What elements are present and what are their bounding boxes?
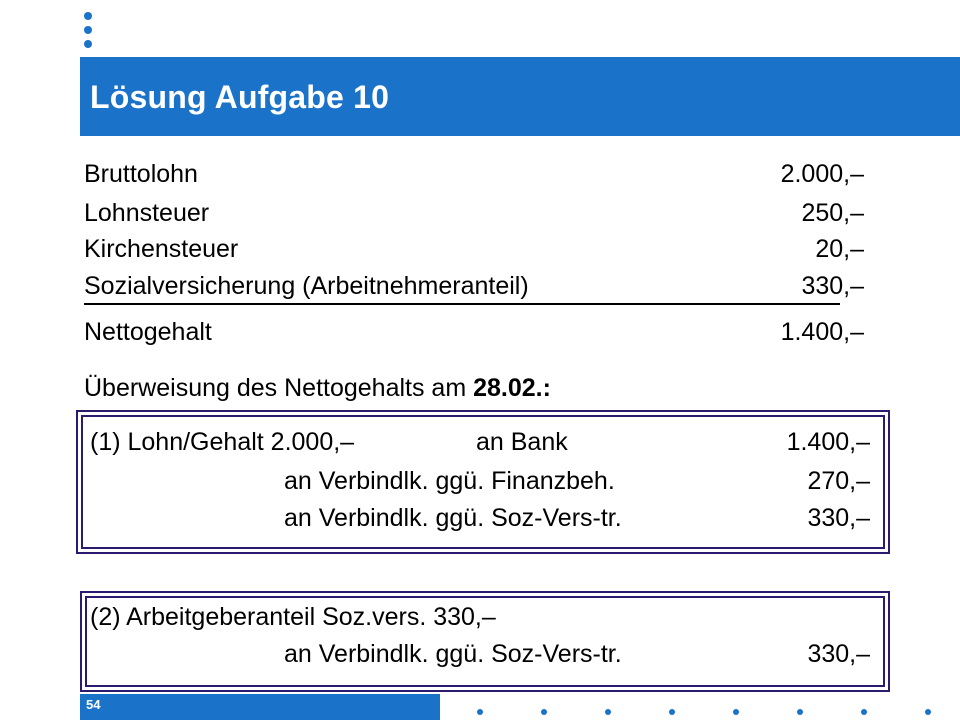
- page-title: Lösung Aufgabe 10: [90, 79, 390, 115]
- footer-dot: [861, 709, 867, 715]
- decor-dot: [84, 40, 92, 48]
- calc-row-lohnsteuer: [84, 199, 864, 233]
- booking2-line1: (2) Arbeitgeberanteil Soz.vers. 330,–: [90, 603, 496, 631]
- transfer-text: Überweisung des Nettogehalts am: [84, 374, 474, 402]
- footer-dot: [733, 709, 739, 715]
- sum-underline: [84, 303, 840, 305]
- footer-dot: [605, 709, 611, 715]
- booking-box-1: [76, 410, 890, 554]
- calc-row-label: Sozialversicherung (Arbeitnehmeranteil): [84, 272, 529, 300]
- booking1-line2: an Verbindlk. ggü. Finanzbeh.: [284, 467, 615, 495]
- booking2-line2: an Verbindlk. ggü. Soz-Vers-tr.: [284, 640, 622, 668]
- footer-dot: [669, 709, 675, 715]
- calc-row-bruttolohn: [84, 160, 864, 194]
- calc-row-nettogehalt: [84, 318, 864, 352]
- calc-row-label: Nettogehalt: [84, 318, 212, 346]
- calc-row-amount: 250,–: [801, 199, 864, 227]
- calc-row-amount: 1.400,–: [780, 318, 864, 346]
- footer-dot: [477, 709, 483, 715]
- page-number: 54: [86, 697, 101, 712]
- booking1-line2-amount: 270,–: [807, 467, 870, 495]
- footer-bar: [80, 694, 440, 720]
- calc-row-sozialversicherung: [84, 272, 864, 306]
- calc-row-kirchensteuer: [84, 235, 864, 269]
- booking1-line3: an Verbindlk. ggü. Soz-Vers-tr.: [284, 504, 622, 532]
- decor-dot: [84, 26, 92, 34]
- booking-box-2: [80, 591, 890, 692]
- transfer-date: 28.02.:: [473, 374, 551, 402]
- calc-row-label: Bruttolohn: [84, 160, 198, 188]
- calc-row-label: Kirchensteuer: [84, 235, 239, 263]
- footer-dot: [797, 709, 803, 715]
- footer-dot: [925, 709, 931, 715]
- booking1-line1-credit: an Bank: [476, 428, 568, 456]
- footer-dot: [541, 709, 547, 715]
- calc-row-label: Lohnsteuer: [84, 199, 210, 227]
- calc-row-amount: 330,–: [801, 272, 864, 300]
- booking2-line2-amount: 330,–: [807, 640, 870, 668]
- calc-row-amount: 2.000,–: [780, 160, 864, 188]
- title-bar: [80, 57, 960, 136]
- transfer-heading: [84, 374, 551, 403]
- calc-row-amount: 20,–: [815, 235, 864, 263]
- decor-dot: [84, 12, 92, 20]
- booking1-line3-amount: 330,–: [807, 504, 870, 532]
- booking1-line1: (1) Lohn/Gehalt 2.000,–: [90, 428, 355, 456]
- booking1-line1-amount: 1.400,–: [786, 428, 870, 456]
